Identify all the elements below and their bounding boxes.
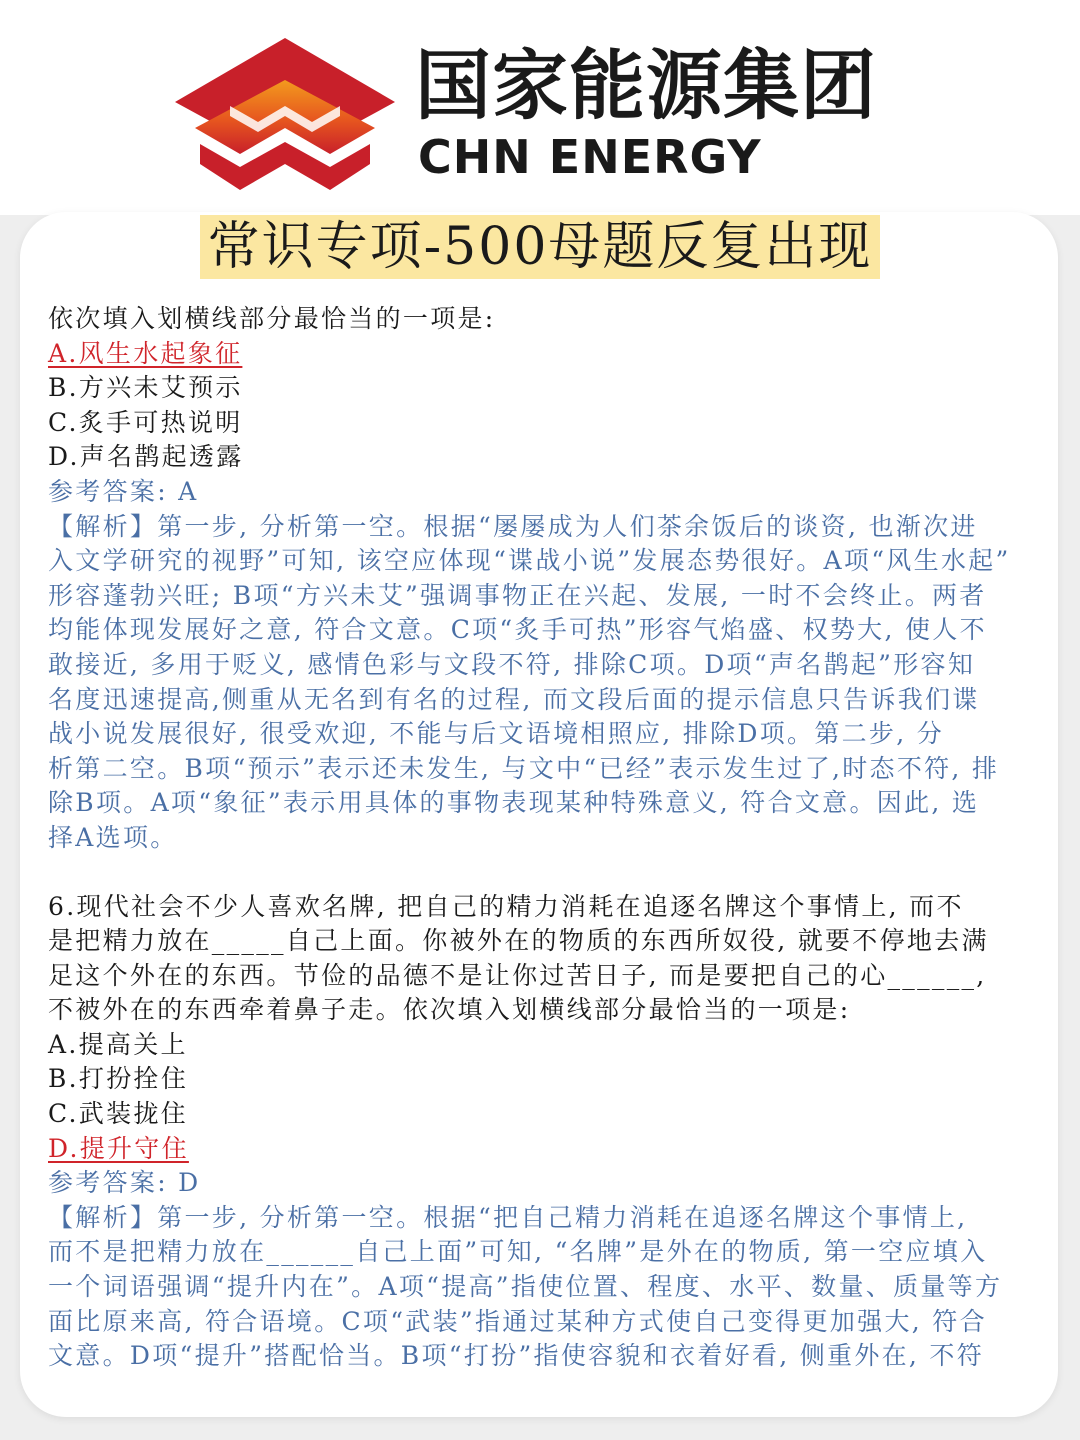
q5-analysis-line: 择A选项。 xyxy=(48,822,178,852)
q6-option-c: C.武装拢住 xyxy=(48,1099,188,1129)
q6-answer: 参考答案: D xyxy=(48,1168,201,1198)
q6-option-d: D.提升守住 xyxy=(48,1133,189,1163)
q5-analysis-line: 入文学研究的视野”可知, 该空应体现“谍战小说”发展态势很好。A项“风生水起” xyxy=(48,546,1011,576)
q5-analysis-line: 战小说发展很好, 很受欢迎, 不能与后文语境相照应, 排除D项。第二步, 分 xyxy=(48,719,945,749)
q5-option-d: D.声名鹊起透露 xyxy=(48,442,244,472)
question-content xyxy=(48,302,1040,1374)
q6-stem-line: 6.现代社会不少人喜欢名牌, 把自己的精力消耗在追逐名牌这个事情上, 而不 xyxy=(48,891,964,921)
chn-energy-logo-icon xyxy=(170,32,400,200)
header xyxy=(0,0,1080,215)
q5-option-c: C.炙手可热说明 xyxy=(48,407,243,437)
page-title: 常识专项-500母题反复出现 xyxy=(200,215,881,279)
q5-option-b: B.方兴未艾预示 xyxy=(48,373,243,403)
q6-option-b: B.打扮拴住 xyxy=(48,1064,189,1094)
q6-analysis-line: 文意。D项“提升”搭配恰当。B项“打扮”指使容貌和衣着好看, 侧重外在, 不符 xyxy=(48,1341,985,1371)
logo-english-name: CHN ENERGY xyxy=(418,130,762,184)
q5-option-a: A.风生水起象征 xyxy=(48,338,243,368)
q6-stem-line: 不被外在的东西牵着鼻子走。依次填入划横线部分最恰当的一项是: xyxy=(48,995,851,1025)
q6-stem-line: 是把精力放在_____自己上面。你被外在的物质的东西所奴役, 就要不停地去满 xyxy=(48,926,989,956)
spacer xyxy=(48,856,1040,890)
q6-option-a: A.提高关上 xyxy=(48,1029,188,1059)
q5-analysis-line: 均能体现发展好之意, 符合文意。C项“炙手可热”形容气焰盛、权势大, 使人不 xyxy=(48,615,987,645)
q5-answer: 参考答案: A xyxy=(48,476,199,506)
q5-analysis-line: 敢接近, 多用于贬义, 感情色彩与文段不符, 排除C项。D项“声名鹊起”形容知 xyxy=(48,649,976,679)
title-wrap xyxy=(0,215,1080,279)
q6-analysis-line: 【解析】第一步, 分析第一空。根据“把自己精力消耗在追逐名牌这个事情上, xyxy=(48,1202,968,1232)
q6-analysis-line: 面比原来高, 符合语境。C项“武装”指通过某种方式使自己变得更加强大, 符合 xyxy=(48,1306,987,1336)
logo-chinese-name: 国家能源集团 xyxy=(415,41,877,130)
q5-prompt: 依次填入划横线部分最恰当的一项是: xyxy=(48,304,496,333)
q5-analysis-line: 【解析】第一步, 分析第一空。根据“屡屡成为人们茶余饭后的谈资, 也渐次进 xyxy=(48,511,978,541)
q5-analysis-line: 析第二空。B项“预示”表示还未发生, 与文中“已经”表示发生过了,时态不符, 排 xyxy=(48,753,1000,783)
q5-analysis-line: 除B项。A项“象征”表示用具体的事物表现某种特殊意义, 符合文意。因此, 选 xyxy=(48,788,980,818)
q6-analysis-line: 一个词语强调“提升内在”。A项“提高”指使位置、程度、水平、数量、质量等方 xyxy=(48,1272,1003,1302)
q6-analysis-line: 而不是把精力放在______自己上面”可知, “名牌”是外在的物质, 第一空应填入 xyxy=(48,1237,988,1267)
q5-analysis-line: 形容蓬勃兴旺; B项“方兴未艾”强调事物正在兴起、发展, 一时不会终止。两者 xyxy=(48,580,987,610)
q6-stem-line: 足这个外在的东西。节俭的品德不是让你过苦日子, 而是要把自己的心______, xyxy=(48,960,987,990)
q5-analysis-line: 名度迅速提高,侧重从无名到有名的过程, 而文段后面的提示信息只告诉我们谍 xyxy=(48,684,980,714)
